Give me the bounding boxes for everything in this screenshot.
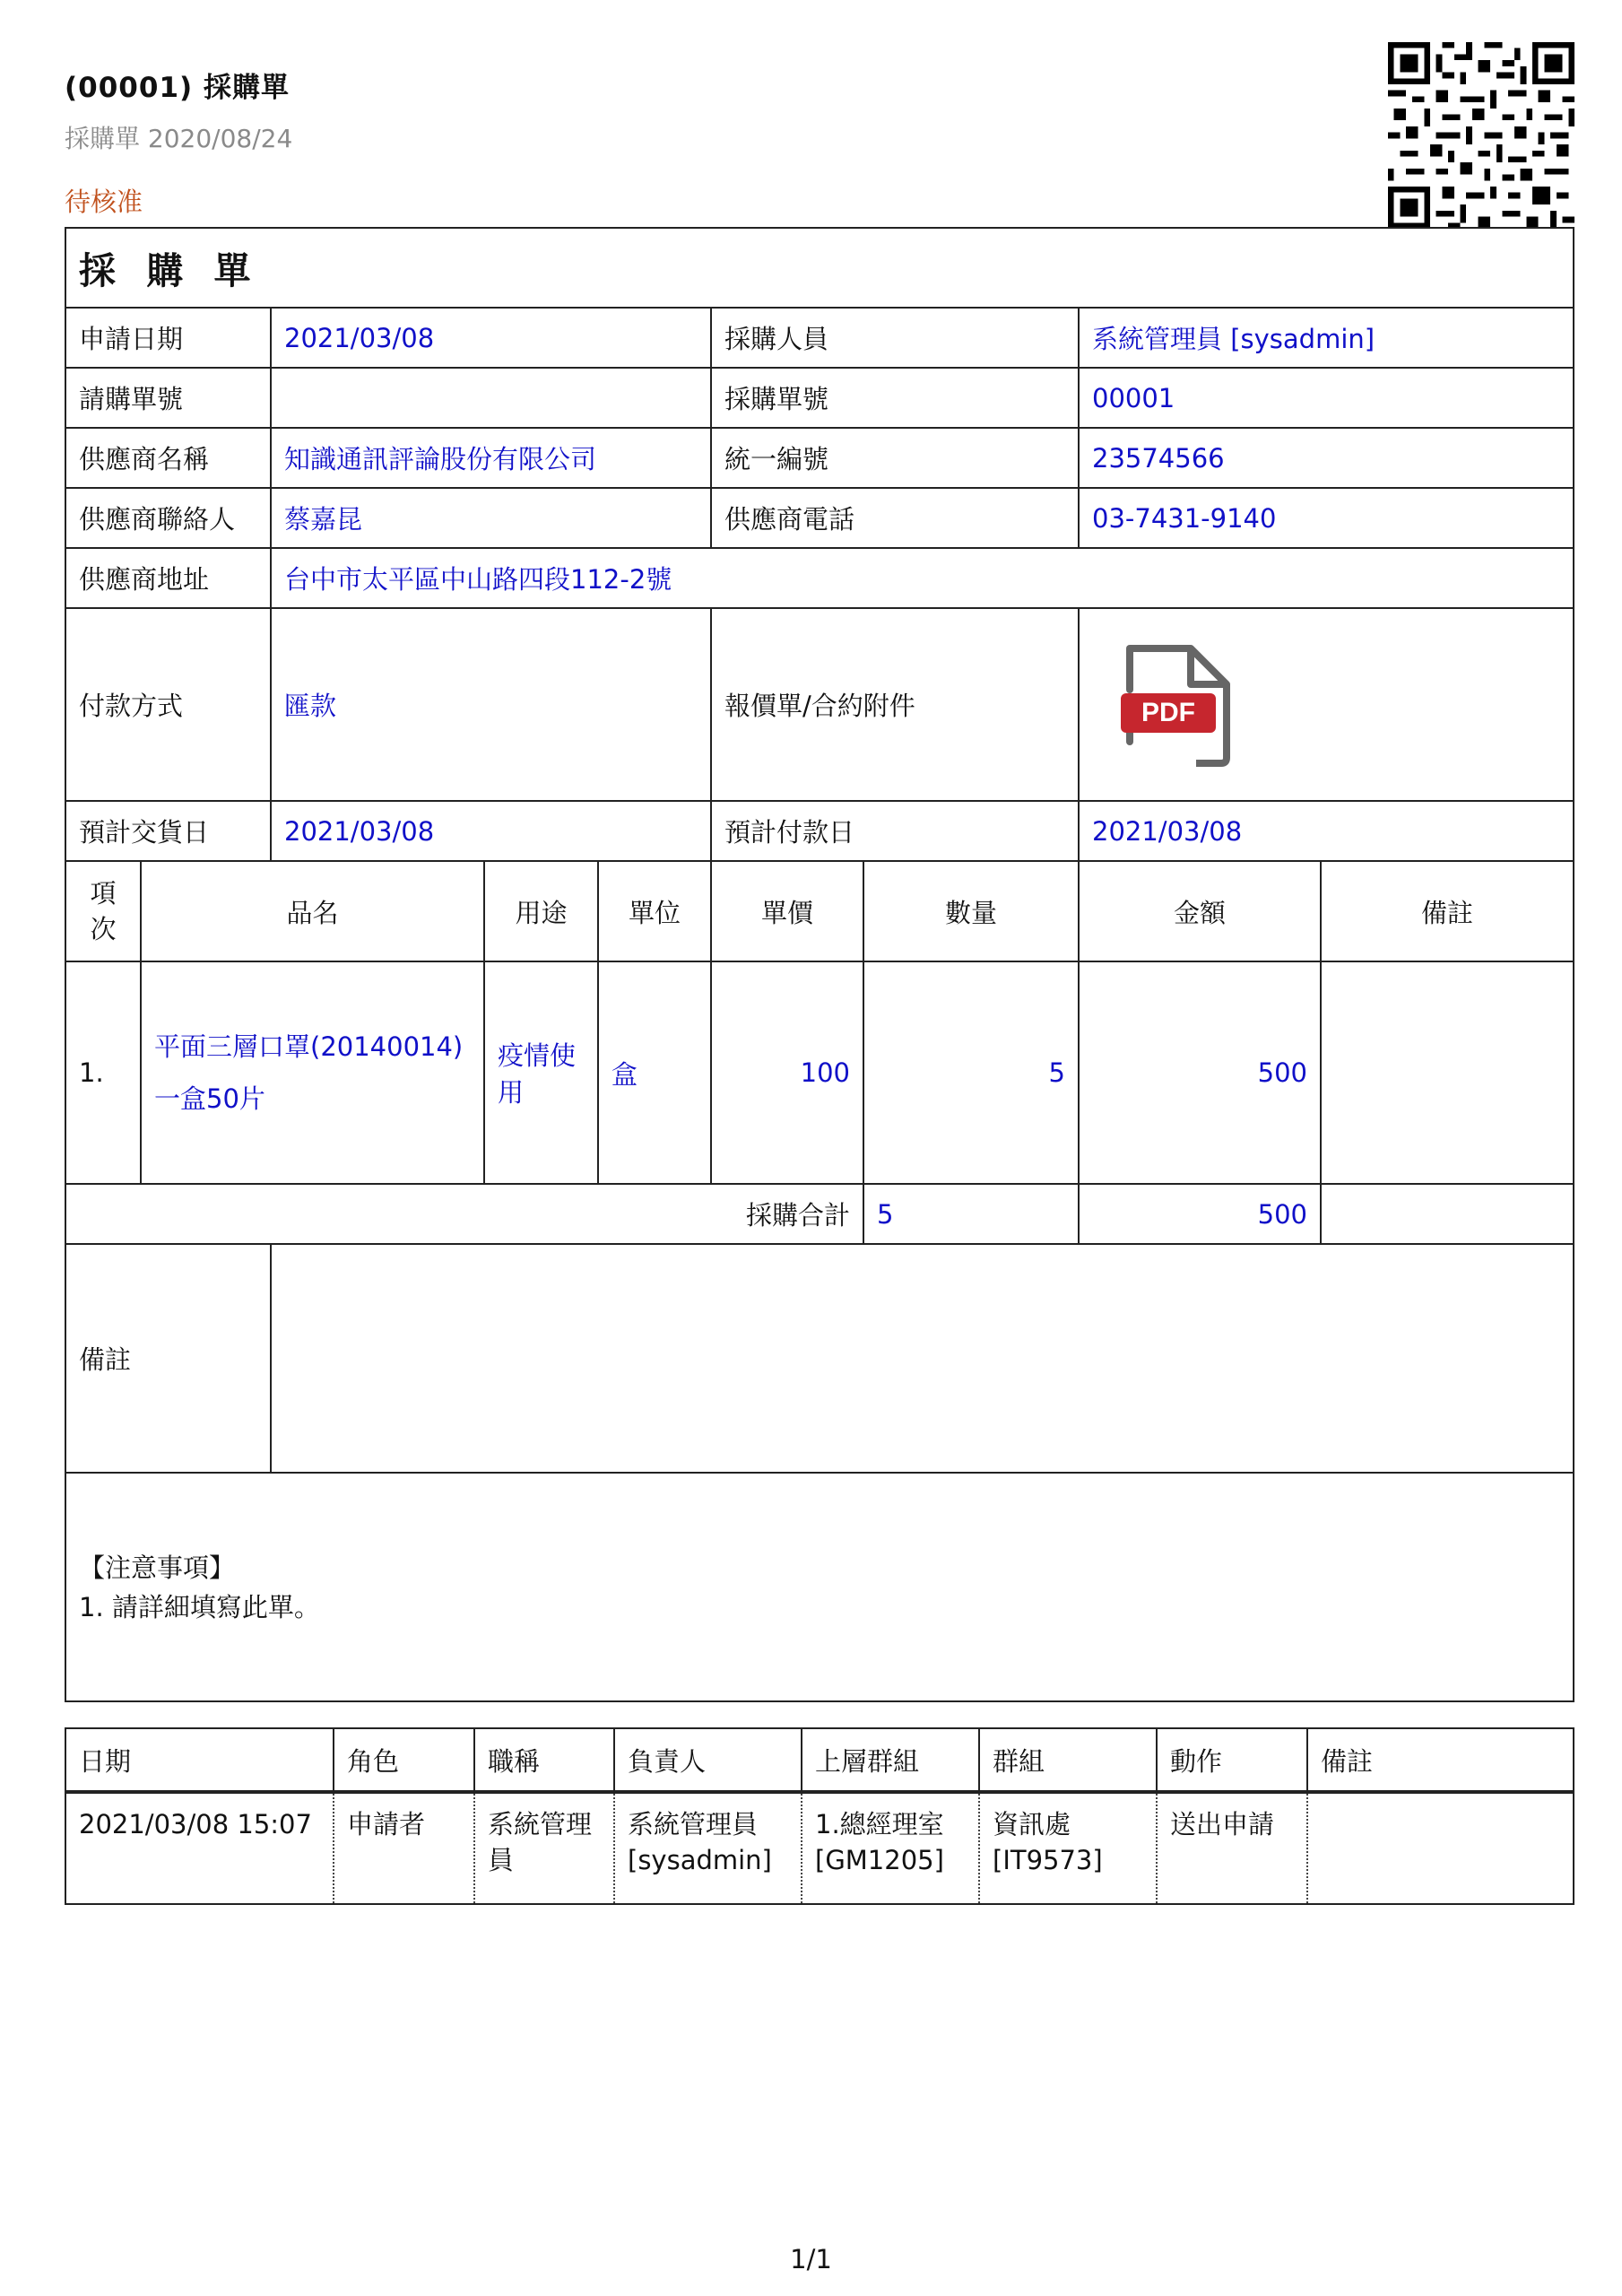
pdf-file-icon[interactable] — [1121, 643, 1236, 767]
payment-method-label: 付款方式 — [65, 608, 271, 801]
buyer-value: 系統管理員 [sysadmin] — [1079, 308, 1574, 368]
col-index-header: 項次 — [65, 861, 141, 961]
item-index: 1. — [65, 961, 141, 1184]
log-owner: 系統管理員 [sysadmin] — [614, 1792, 802, 1904]
po-no-label: 採購單號 — [711, 368, 1079, 428]
log-header-row — [65, 1728, 1574, 1792]
document-title: (00001) 採購單 — [65, 72, 290, 104]
delivery-date-value: 2021/03/08 — [271, 801, 711, 861]
item-amount: 500 — [1079, 961, 1321, 1184]
log-role: 申請者 — [334, 1792, 474, 1904]
purchase-order-table — [65, 227, 1574, 1702]
vendor-contact-value: 蔡嘉昆 — [271, 488, 711, 548]
items-header-row — [65, 861, 1574, 961]
vendor-address-label: 供應商地址 — [65, 548, 271, 608]
payment-date-label: 預計付款日 — [711, 801, 1079, 861]
pdf-icon-label: PDF — [1141, 697, 1195, 727]
status-label: 待核准 — [65, 187, 143, 217]
col-amount-header: 金額 — [1079, 861, 1321, 961]
payment-method-value: 匯款 — [271, 608, 711, 801]
item-spec: 一盒50片 — [154, 1083, 265, 1114]
po-no-value: 00001 — [1079, 368, 1574, 428]
log-parent-group: 1.總經理室 [GM1205] — [802, 1792, 979, 1904]
tax-id-label: 統一編號 — [711, 428, 1079, 488]
total-row — [65, 1184, 1574, 1244]
table-row — [65, 1792, 1574, 1904]
notice-title: 【注意事項】 — [79, 1552, 236, 1583]
log-action: 送出申請 — [1157, 1792, 1307, 1904]
payment-date-value: 2021/03/08 — [1079, 801, 1574, 861]
form-title: 採 購 單 — [65, 228, 1574, 308]
log-note — [1307, 1792, 1574, 1904]
page-number: 1/1 — [790, 2244, 832, 2274]
table-row — [65, 961, 1574, 1184]
log-col-role: 角色 — [334, 1728, 474, 1792]
vendor-name-value: 知識通訊評論股份有限公司 — [271, 428, 711, 488]
document-subtitle: 採購單 2020/08/24 — [65, 124, 293, 153]
col-qty-header: 數量 — [863, 861, 1079, 961]
request-no-label: 請購單號 — [65, 368, 271, 428]
log-job-title: 系統管理員 — [474, 1792, 614, 1904]
apply-date-label: 申請日期 — [65, 308, 271, 368]
col-purpose-header: 用途 — [484, 861, 598, 961]
item-name-cell — [141, 961, 484, 1184]
log-col-owner: 負責人 — [614, 1728, 802, 1792]
remarks-value — [271, 1244, 1574, 1473]
vendor-contact-label: 供應商聯絡人 — [65, 488, 271, 548]
item-price: 100 — [711, 961, 863, 1184]
document-header — [65, 65, 292, 219]
vendor-name-label: 供應商名稱 — [65, 428, 271, 488]
log-col-date: 日期 — [65, 1728, 334, 1792]
item-note — [1321, 961, 1574, 1184]
buyer-label: 採購人員 — [711, 308, 1079, 368]
delivery-date-label: 預計交貨日 — [65, 801, 271, 861]
item-purpose: 疫情使用 — [484, 961, 598, 1184]
remarks-label: 備註 — [65, 1244, 271, 1473]
col-price-header: 單價 — [711, 861, 863, 961]
tax-id-value: 23574566 — [1079, 428, 1574, 488]
attachment-label: 報價單/合約附件 — [711, 608, 1079, 801]
total-qty: 5 — [863, 1184, 1079, 1244]
log-col-note: 備註 — [1307, 1728, 1574, 1792]
item-qty: 5 — [863, 961, 1079, 1184]
total-amount: 500 — [1079, 1184, 1321, 1244]
col-unit-header: 單位 — [598, 861, 711, 961]
col-note-header: 備註 — [1321, 861, 1574, 961]
request-no-value — [271, 368, 711, 428]
log-date: 2021/03/08 15:07 — [65, 1792, 334, 1904]
attachment-cell — [1079, 608, 1574, 801]
notice-line: 1. 請詳細填寫此單。 — [79, 1591, 320, 1622]
log-group: 資訊處 [IT9573] — [979, 1792, 1157, 1904]
item-name: 平面三層口罩(20140014) — [154, 1031, 464, 1062]
notice-cell — [65, 1473, 1574, 1701]
vendor-phone-value: 03-7431-9140 — [1079, 488, 1574, 548]
apply-date-value: 2021/03/08 — [271, 308, 711, 368]
log-col-group: 群組 — [979, 1728, 1157, 1792]
qr-code-icon — [1388, 42, 1574, 229]
approval-log-table — [65, 1727, 1574, 1905]
vendor-address-value: 台中市太平區中山路四段112-2號 — [271, 548, 1574, 608]
log-col-title: 職稱 — [474, 1728, 614, 1792]
vendor-phone-label: 供應商電話 — [711, 488, 1079, 548]
total-label: 採購合計 — [65, 1184, 863, 1244]
log-col-parent-group: 上層群組 — [802, 1728, 979, 1792]
total-note — [1321, 1184, 1574, 1244]
log-col-action: 動作 — [1157, 1728, 1307, 1792]
item-unit: 盒 — [598, 961, 711, 1184]
col-name-header: 品名 — [141, 861, 484, 961]
